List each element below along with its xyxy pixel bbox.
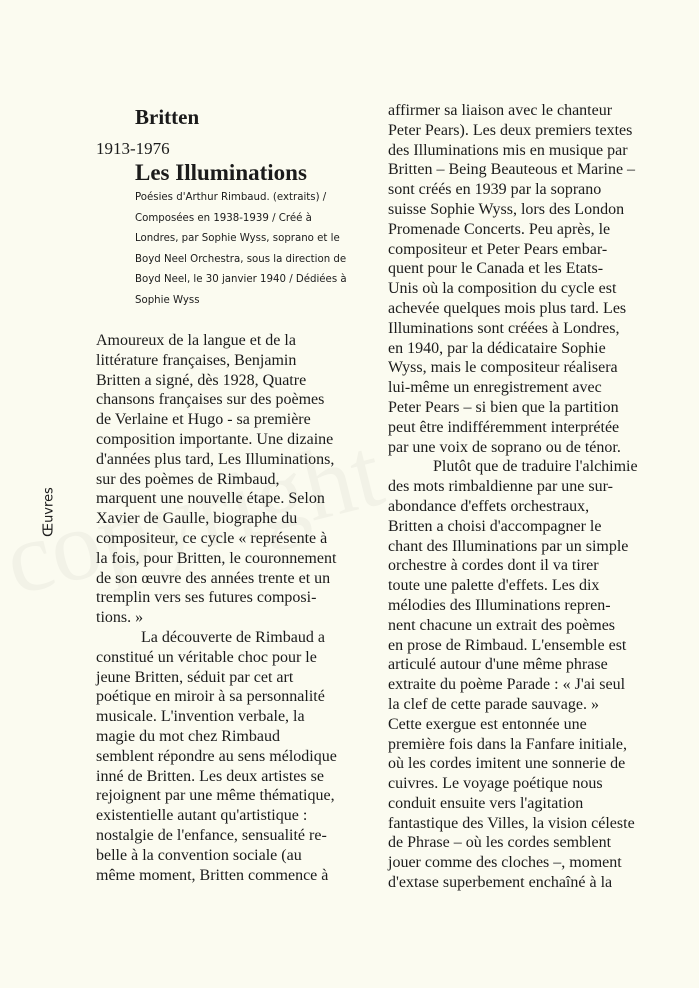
- credit-line: Boyd Neel, le 30 janvier 1940 / Dédiées à: [135, 274, 347, 285]
- text-line: La découverte de Rimbaud a: [141, 628, 325, 646]
- text-line: mélodies des Illuminations repren-: [388, 596, 611, 614]
- text-line: Illuminations sont créées à Londres,: [388, 319, 620, 337]
- text-line: Cette exergue est entonnée une: [388, 715, 587, 733]
- text-line: Plutôt que de traduire l'alchimie: [433, 458, 638, 476]
- text-line: Xavier de Gaulle, biographe du: [96, 510, 298, 528]
- text-line: toute une palette d'effets. Les dix: [388, 577, 600, 595]
- credit-line: Composées en 1938-1939 / Créé à: [135, 212, 312, 224]
- text-line: fantastique des Villes, la vision céleste: [388, 814, 635, 832]
- text-line: chant des Illuminations par un simple: [388, 537, 629, 555]
- text-line: compositeur et Peter Pears embar-: [388, 240, 608, 258]
- text-line: abondance d'effets orchestraux,: [388, 497, 590, 515]
- text-line: par une voix de soprano ou de ténor.: [388, 438, 621, 456]
- text-line: littérature françaises, Benjamin: [96, 351, 297, 369]
- text-line: suisse Sophie Wyss, lors des London: [388, 200, 625, 218]
- text-line: belle à la convention sociale (au: [96, 846, 302, 864]
- text-line: tions. »: [96, 609, 144, 627]
- text-line: Britten – Being Beauteous et Marine –: [388, 161, 636, 179]
- text-line: la fois, pour Britten, le couronnement: [96, 549, 337, 567]
- composer-name: Britten: [135, 105, 200, 129]
- text-line: compositeur, ce cycle « représente à: [96, 529, 328, 547]
- body-column-left: [96, 331, 380, 885]
- text-line: Peter Pears – si bien que la partition: [388, 398, 619, 416]
- text-line: inné de Britten. Les deux artistes se: [96, 767, 324, 785]
- text-line: lui-même un enregistrement avec: [388, 379, 602, 397]
- text-line: de Phrase – où les cordes semblent: [388, 834, 612, 852]
- text-line: marquent une nouvelle étape. Selon: [96, 490, 325, 508]
- text-line: musicale. L'invention verbale, la: [96, 708, 305, 726]
- work-credits: [135, 188, 375, 311]
- text-line: sur des poèmes de Rimbaud,: [96, 470, 280, 488]
- text-line: existentielle autant qu'artistique :: [96, 807, 308, 825]
- text-line: des mots rimbaldienne par une sur-: [388, 478, 613, 496]
- text-line: quent pour le Canada et les Etats-: [388, 260, 604, 278]
- text-line: composition importante. Une dizaine: [96, 430, 334, 448]
- credit-line: Boyd Neel Orchestra, sous la direction de: [135, 253, 347, 265]
- text-line: en 1940, par la dédicataire Sophie: [388, 339, 606, 357]
- text-line: tremplin vers ses futures composi-: [96, 589, 317, 607]
- text-line: orchestre à cordes dont il va tirer: [388, 557, 599, 575]
- credit-line: Sophie Wyss: [135, 294, 200, 306]
- text-line: rejoignent par une même thématique,: [96, 787, 335, 805]
- section-side-label-text: Œuvres: [41, 487, 57, 537]
- text-line: jeune Britten, séduit par cet art: [96, 668, 294, 686]
- text-line: Promenade Concerts. Peu après, le: [388, 220, 611, 238]
- section-side-label: [36, 482, 62, 542]
- credit-line: Londres, par Sophie Wyss, soprano et le: [135, 233, 340, 244]
- text-line: poétique en miroir à sa personnalité: [96, 688, 325, 706]
- text-line: d'extase superbement enchaîné à la: [388, 874, 613, 892]
- body-column-right: [388, 101, 678, 893]
- text-line: constitué un véritable choc pour le: [96, 648, 317, 666]
- text-line: semblent répondre au sens mélodique: [96, 747, 337, 765]
- text-line: des Illuminations mis en musique par: [388, 141, 628, 159]
- text-line: extraite du poème Parade : « J'ai seul: [388, 676, 626, 694]
- text-line: affirmer sa liaison avec le chanteur: [388, 102, 613, 119]
- text-line: Peter Pears). Les deux premiers textes: [388, 121, 633, 139]
- text-line: nent chacune un extrait des poèmes: [388, 616, 616, 634]
- text-line: sont créés en 1939 par la soprano: [388, 181, 602, 199]
- text-line: achevée quelques mois plus tard. Les: [388, 299, 627, 317]
- work-title: Les Illuminations: [135, 160, 307, 185]
- text-line: Amoureux de la langue et de la: [96, 332, 296, 349]
- text-line: Britten a choisi d'accompagner le: [388, 517, 602, 535]
- text-line: la clef de cette parade sauvage. »: [388, 695, 599, 713]
- text-line: jouer comme des cloches –, moment: [388, 854, 622, 872]
- text-line: Unis où la composition du cycle est: [388, 280, 617, 298]
- text-line: Britten a signé, dès 1928, Quatre: [96, 371, 307, 389]
- text-line: cuivres. Le voyage poétique nous: [388, 775, 603, 793]
- text-line: nostalgie de l'enfance, sensualité re-: [96, 826, 327, 844]
- text-line: magie du mot chez Rimbaud: [96, 727, 280, 745]
- text-line: première fois dans la Fanfare initiale,: [388, 735, 628, 753]
- text-line: d'années plus tard, Les Illuminations,: [96, 450, 335, 468]
- text-line: Wyss, mais le compositeur réalisera: [388, 359, 618, 377]
- text-line: chansons françaises sur des poèmes: [96, 391, 325, 409]
- text-line: de son œuvre des années trente et un: [96, 569, 331, 587]
- text-line: de Verlaine et Hugo - sa première: [96, 411, 311, 429]
- credit-line: Poésies d'Arthur Rimbaud. (extraits) /: [135, 192, 327, 203]
- text-line: même moment, Britten commence à: [96, 866, 329, 884]
- text-line: peut être indifféremment interprétée: [388, 418, 620, 436]
- composer-years: 1913-1976: [96, 139, 170, 158]
- text-line: conduit ensuite vers l'agitation: [388, 794, 584, 812]
- text-line: en prose de Rimbaud. L'ensemble est: [388, 636, 627, 654]
- text-line: articulé autour d'une même phrase: [388, 656, 608, 674]
- text-line: où les cordes imitent une sonnerie de: [388, 755, 626, 773]
